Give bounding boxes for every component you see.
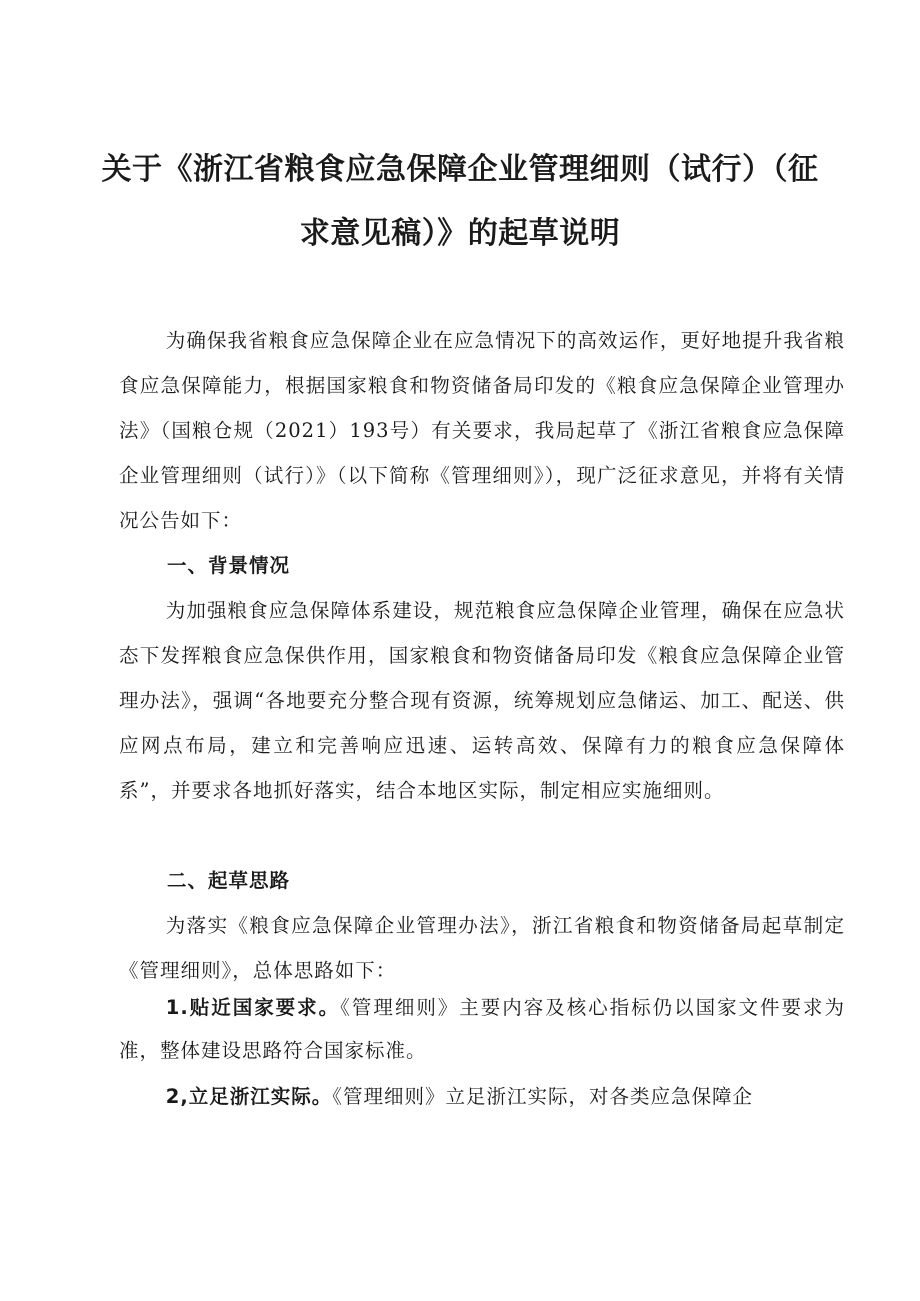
- document-title-line-2: 求意见稿）》的起草说明: [299, 216, 621, 251]
- intro-paragraph: 为确保我省粮食应急保障企业在应急情况下的高效运作，更好地提升我省粮食应急保障能力，根据国家粮食和物资储备局印发的《粮食应急保障企业管理办法》（国粮仓规（2021）193号）有关要求，我局起草了《浙江省粮食应急保障企业管理细则（试行）》（以下简称《管理细则》），现广泛征求意见，并将有关情况公告如下：: [119, 329, 845, 532]
- section-1-heading: 一、背景情况: [167, 554, 291, 577]
- section-2-paragraph: 为落实《粮食应急保障企业管理办法》，浙江省粮食和物资储备局起草制定《管理细则》，总体思路如下：: [119, 914, 845, 982]
- point-2-paragraph: [119, 1074, 845, 1119]
- point-2-text: 《管理细则》立足浙江实际，对各类应急保障企: [332, 1085, 754, 1108]
- point-1-lead: 1.贴近国家要求。: [165, 996, 341, 1019]
- point-2-lead: 2,立足浙江实际。: [165, 1085, 333, 1108]
- document-title-line-1: 关于《浙江省粮食应急保障企业管理细则（试行）（征: [101, 152, 819, 187]
- point-1-text: 《管理细则》主要内容及核心指标仍以国家文件要求为准，整体建设思路符合国家标准。: [119, 996, 845, 1062]
- section-1-paragraph: 为加强粮食应急保障体系建设，规范粮食应急保障企业管理，确保在应急状态下发挥粮食应急保供作用，国家粮食和物资储备局印发《粮食应急保障企业管理办法》，强调“各地要充分整合现有资源，统筹规划应急储运、加工、配送、供应网点布局，建立和完善响应迅速、运转高效、保障有力的粮食应急保障体系”，并要求各地抓好落实，结合本地区实际，制定相应实施细则。: [119, 599, 845, 802]
- section-2-heading: 二、起草思路: [167, 869, 291, 892]
- point-1-paragraph: [119, 986, 845, 1072]
